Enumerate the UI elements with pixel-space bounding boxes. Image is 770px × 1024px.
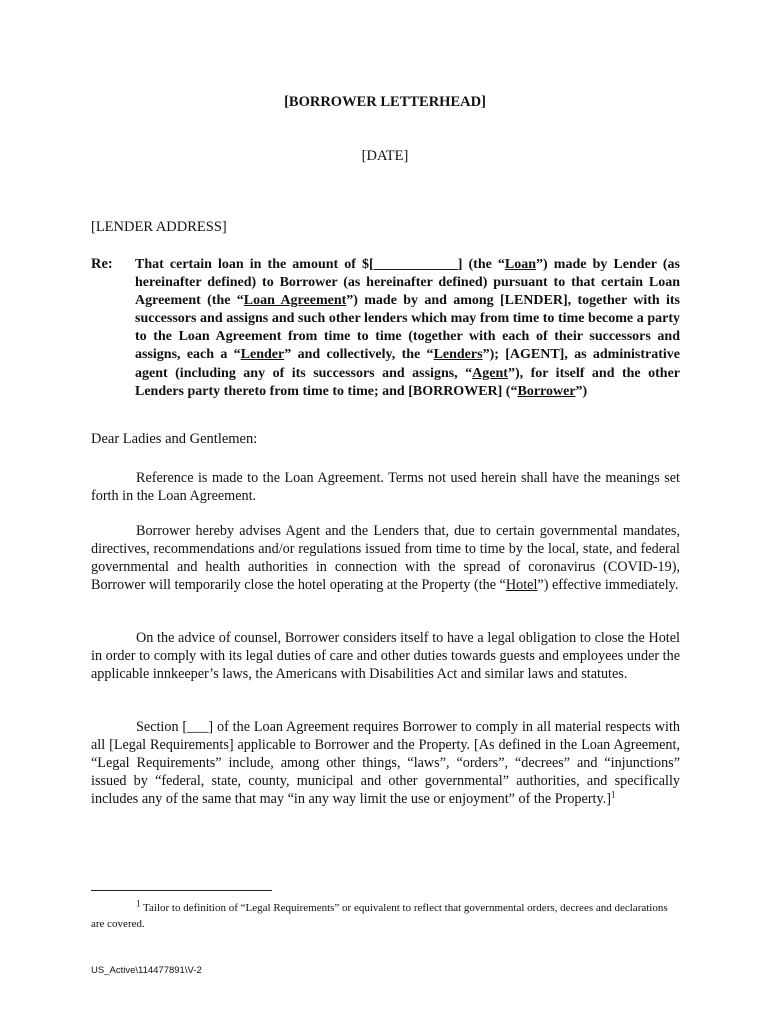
paragraph-text: ”) effective immediately. bbox=[537, 577, 679, 594]
paragraph-legal-obligation: On the advice of counsel, Borrower considers itself to have a legal obligation to close the Hotel in order to comply with its legal duties of care and other duties towards guests and employees under the applicable innkeeper’s laws, the Americans with Disabilities Act and similar laws and statutes. bbox=[91, 630, 680, 683]
footnote-separator bbox=[91, 890, 272, 891]
paragraph-closure-notice bbox=[91, 522, 680, 594]
lender-address-placeholder: [LENDER ADDRESS] bbox=[91, 219, 227, 235]
re-text: ”) made by Lender (as hereinafter defined) to Borrower (as hereinafter defined) pursuant to that certain Loan Agreement (the “ bbox=[135, 257, 680, 309]
document-id-footer: US_Active\114477891\V-2 bbox=[91, 965, 202, 976]
defined-term-lenders: Lenders bbox=[433, 347, 483, 363]
defined-term-loan: Loan bbox=[504, 257, 537, 272]
paragraph-text: Section [___] of the Loan Agreement requires Borrower to comply in all material respects with all [Legal Requirements] applicable to Borrower and the Property. [As defined in the Loan Agreement, “Legal Requirements” include, among other things, “laws”, “orders”, “decrees” and “injunctions” issued by “federal, state, county, municipal and other governmental” authorities, and specifically includes any of the same that may “in any way limit the use or enjoyment” of the Property.] bbox=[91, 719, 680, 808]
footnote bbox=[91, 900, 680, 932]
date-placeholder: [DATE] bbox=[361, 148, 409, 164]
salutation: Dear Ladies and Gentlemen: bbox=[91, 431, 258, 447]
defined-term-lender: Lender bbox=[240, 347, 285, 363]
footnote-text: Tailor to definition of “Legal Requirements” or equivalent to reflect that governmental orders, decrees and declarations are covered. bbox=[91, 902, 668, 930]
letterhead-placeholder: [BORROWER LETTERHEAD] bbox=[284, 94, 486, 110]
footnote-reference[interactable]: 1 bbox=[610, 789, 616, 800]
re-text: ”), for itself and the other Lenders party thereto from time to time; and [BORROWER] (“ bbox=[135, 365, 680, 399]
re-text: ” and collectively, the “ bbox=[284, 347, 434, 363]
defined-term-borrower: Borrower bbox=[517, 383, 576, 399]
defined-term-hotel: Hotel bbox=[505, 577, 538, 594]
paragraph-legal-requirements bbox=[91, 718, 680, 808]
re-text: ”) bbox=[575, 383, 588, 399]
re-text: ”) made by and among [LENDER], together with its successors and assigns and such other lenders which may from time to time become a party to the Loan Agreement from time to time (together with each of their successors and assigns, each a “ bbox=[135, 293, 681, 363]
paragraph-text: Borrower hereby advises Agent and the Lenders that, due to certain governmental mandates, directives, recommendations and/or regulations issued from time to time by the local, state, and federal governmental and health authorities in connection with the spread of coronavirus (COVID-19), Borrower will temporarily close the hotel operating at the Property (the “ bbox=[91, 523, 680, 594]
defined-term-agent: Agent bbox=[472, 365, 508, 381]
re-subject-block bbox=[135, 256, 680, 401]
defined-term-loan-agreement: Loan Agreement bbox=[243, 293, 347, 309]
re-text: That certain loan in the amount of $[____________] (the “ bbox=[135, 257, 505, 272]
paragraph-reference: Reference is made to the Loan Agreement. Terms not used herein shall have the meanings set forth in the Loan Agreement. bbox=[91, 470, 680, 505]
re-text: ”); [AGENT], as administrative agent (including any of its successors and assigns, “ bbox=[135, 347, 680, 381]
re-label: Re: bbox=[91, 256, 113, 272]
footnote-number: 1 bbox=[136, 898, 141, 909]
